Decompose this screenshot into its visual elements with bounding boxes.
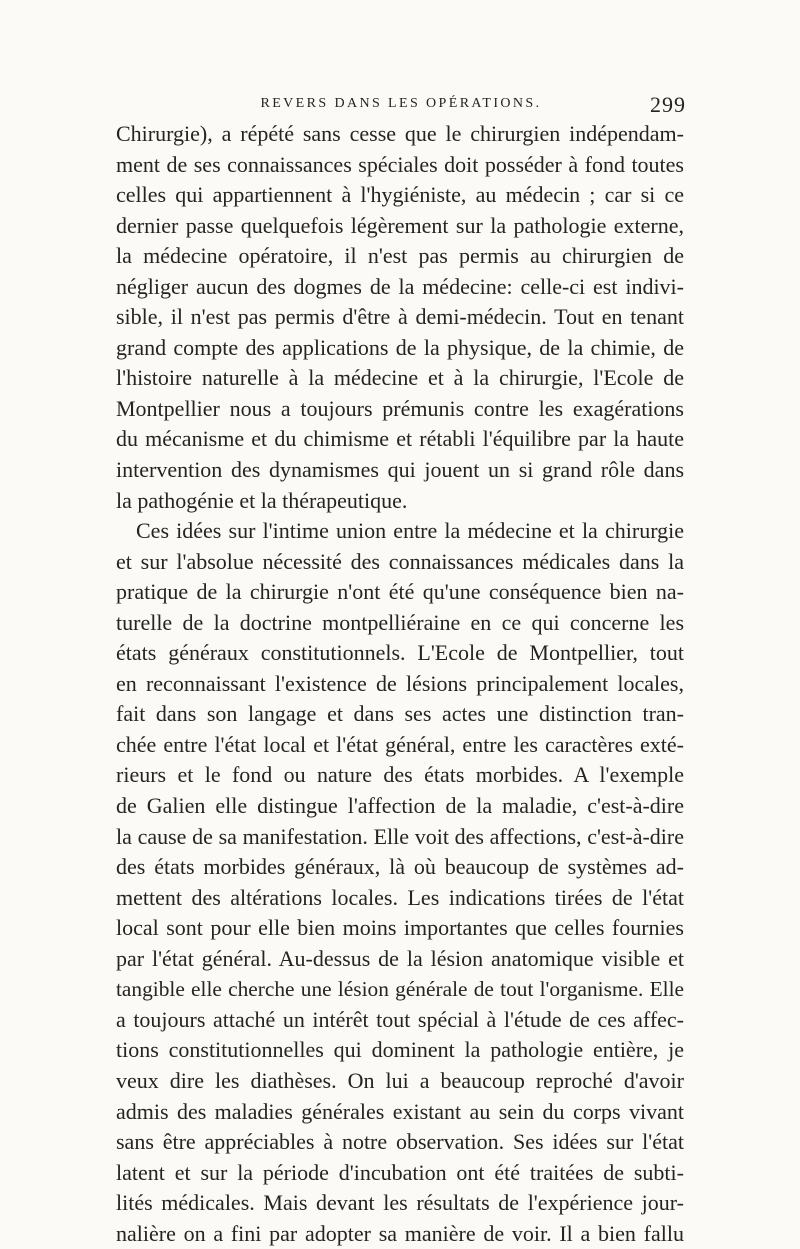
text-line: en reconnaissant l'existence de lésions principalement locales, (116, 670, 684, 696)
text-line: grand compte des applications de la physique, de la chimie, de (116, 334, 684, 360)
running-title: REVERS DANS LES OPÉRATIONS. (260, 96, 542, 111)
body-text (116, 119, 684, 1249)
text-line: la cause de sa manifestation. Elle voit des affections, c'est-à-dire (116, 823, 684, 849)
text-line: des états morbides généraux, là où beaucoup de systèmes ad- (116, 854, 684, 880)
text-line: nalière on a fini par adopter sa manière de voir. Il a bien fallu (116, 1220, 684, 1246)
text-line: local sont pour elle bien moins importantes que celles fournies (116, 915, 684, 941)
text-line: intervention des dynamismes qui jouent un si grand rôle dans (116, 457, 684, 483)
text-line: fait dans son langage et dans ses actes une distinction tran- (116, 701, 684, 727)
text-line: pratique de la chirurgie n'ont été qu'une conséquence bien na- (116, 579, 684, 605)
text-line: veux dire les diathèses. On lui a beaucoup reproché d'avoir (116, 1067, 684, 1093)
text-line: tions constitutionnelles qui dominent la pathologie entière, je (116, 1037, 684, 1063)
text-line: états généraux constitutionnels. L'Ecole de Montpellier, tout (116, 640, 684, 666)
running-head (116, 92, 686, 122)
text-line: tangible elle cherche une lésion générale de tout l'organisme. Elle (116, 977, 684, 1002)
text-line: Chirurgie), a répété sans cesse que le chirurgien indépendam- (116, 121, 684, 146)
text-line: l'histoire naturelle à la médecine et à la chirurgie, l'Ecole de (116, 365, 684, 391)
text-line: la pathogénie et la thérapeutique. (116, 487, 408, 513)
text-line: sible, il n'est pas permis d'être à demi-médecin. Tout en tenant (116, 304, 684, 330)
text-line: par l'état général. Au-dessus de la lésion anatomique visible et (116, 945, 684, 971)
text-line: turelle de la doctrine montpelliéraine en ce qui concerne les (116, 609, 684, 635)
text-line: de Galien elle distingue l'affection de la maladie, c'est-à-dire (116, 793, 684, 819)
text-line: ment de ses connaissances spéciales doit posséder à fond toutes (116, 151, 684, 177)
text-line: Ces idées sur l'intime union entre la médecine et la chirurgie (136, 518, 684, 544)
text-line: admis des maladies générales existant au sein du corps vivant (116, 1098, 684, 1124)
text-line: rieurs et le fond ou nature des états morbides. A l'exemple (116, 762, 684, 788)
text-line: la médecine opératoire, il n'est pas permis au chirurgien de (116, 243, 684, 269)
text-line: du mécanisme et du chimisme et rétabli l'équilibre par la haute (116, 426, 684, 452)
text-line: négliger aucun des dogmes de la médecine: celle-ci est indivi- (116, 273, 684, 299)
text-line: a toujours attaché un intérêt tout spécial à l'étude de ces affec- (116, 1006, 684, 1032)
text-line: dernier passe quelquefois légèrement sur la pathologie externe, (116, 212, 684, 238)
text-line: celles qui appartiennent à l'hygiéniste, au médecin ; car si ce (116, 182, 684, 208)
text-line: chée entre l'état local et l'état général, entre les caractères exté- (116, 731, 684, 757)
text-line: lités médicales. Mais devant les résultats de l'expérience jour- (116, 1190, 684, 1216)
text-line: sans être appréciables à notre observation. Ses idées sur l'état (116, 1129, 684, 1155)
text-line: mettent des altérations locales. Les indications tirées de l'état (116, 884, 684, 910)
page-number: 299 (650, 92, 686, 117)
paragraph-2 (116, 516, 684, 1249)
text-line: et sur l'absolue nécessité des connaissances médicales dans la (116, 548, 684, 574)
text-line: latent et sur la période d'incubation ont été traitées de subti- (116, 1159, 684, 1185)
text-line: Montpellier nous a toujours prémunis contre les exagérations (116, 395, 684, 421)
paragraph-1 (116, 119, 684, 516)
